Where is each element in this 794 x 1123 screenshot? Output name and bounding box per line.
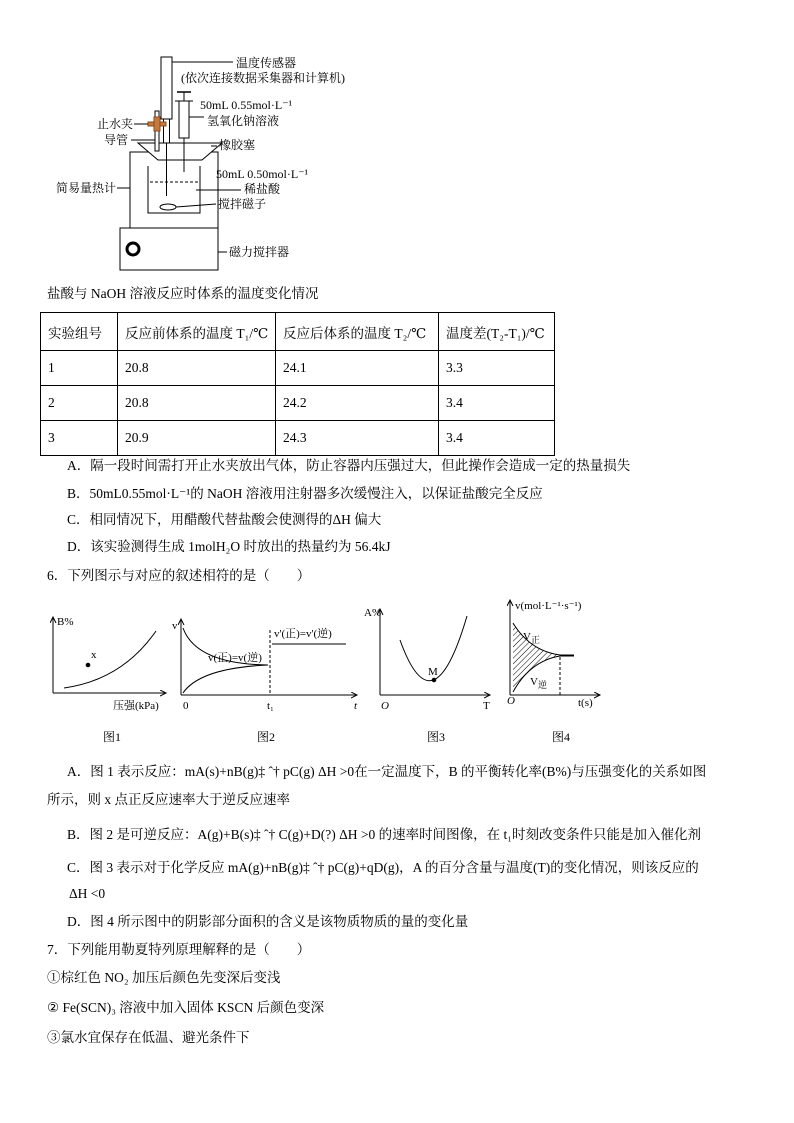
sensor-label: 温度传感器 [236, 56, 297, 70]
table-row [41, 386, 555, 421]
fig4-caption: 图4 [552, 730, 571, 744]
q6-option-a [47, 758, 772, 814]
naoh-concentration-label: 50mL 0.55mol·L⁻¹ [200, 98, 293, 112]
q6-option-b: B．图 2 是可逆反应：A(g)+B(s)‡ ˆ† C(g)+D(?) ΔH >0 的速率时间图像，在 t₁时刻改变条件只能是加入催化剂 [67, 827, 701, 842]
fig2-origin-label: 0 [183, 700, 189, 712]
fig1-point-label: x [91, 649, 97, 661]
table-cell: 1 [41, 351, 118, 386]
table-cell: 20.9 [118, 421, 276, 456]
fig4-v-reverse-subscript: 逆 [537, 680, 547, 690]
table-header-cell: 温度差(T₂-T₁)/℃ [439, 313, 555, 351]
fig2-y-label: v [172, 620, 178, 632]
table-caption: 盐酸与 NaOH 溶液反应时体系的温度变化情况 [47, 286, 319, 301]
table-cell: 24.1 [276, 351, 439, 386]
stopper-label: 橡胶塞 [219, 138, 256, 152]
fig3-point-m [432, 678, 436, 682]
fig4-v-forward-subscript: 正 [530, 635, 540, 645]
table-header-row [41, 313, 555, 351]
table-cell: 3.4 [439, 386, 555, 421]
fig3-caption: 图3 [427, 730, 446, 744]
fig2-eq-after-label: v'(正)=v'(逆) [274, 628, 332, 640]
fig2-t1-label: t₁ [267, 700, 274, 712]
q6-option-c-line-1: C．图 3 表示对于化学反应 mA(g)+nB(g)‡ ˆ† pC(g)+qD(g)，A 的百分含量与温度(T)的变化情况，则该反应的 [67, 860, 699, 875]
calorimeter-apparatus-diagram [0, 50, 380, 280]
table-header-cell: 实验组号 [41, 313, 118, 351]
fig2-reverse-curve [183, 665, 268, 693]
fig3-point-label: M [428, 666, 438, 678]
q7-stem: 7．下列能用勒夏特列原理解释的是（ ） [47, 942, 311, 957]
fig1-caption: 图1 [103, 730, 122, 744]
fig4-v-forward-label [523, 631, 540, 645]
clamp-label: 止水夹 [97, 117, 134, 131]
figure-3 [380, 609, 490, 695]
q7-item-3: ③氯水宜保存在低温、避光条件下 [47, 1030, 250, 1045]
fig1-curve [64, 631, 156, 688]
q6-option-a-line-1: A．图 1 表示反应：mA(s)+nB(g)‡ ˆ† pC(g) ΔH >0在一定温度下，B 的平衡转化率(B%)与压强变化的关系如图 [67, 764, 707, 779]
table-cell: 2 [41, 386, 118, 421]
table-row [41, 351, 555, 386]
fig2-caption: 图2 [257, 730, 276, 744]
fig2-eq-before-label: v(正)=v(逆) [208, 652, 262, 664]
q6-option-a-line-2: 所示，则 x 点正反应速率大于逆反应速率 [47, 792, 290, 807]
fig4-origin-label: O [507, 695, 515, 707]
fig4-v-reverse-symbol: V [530, 676, 538, 688]
fig4-y-label: v(mol·L⁻¹·s⁻¹) [515, 600, 582, 612]
q5-option-a: A．隔一段时间需打开止水夹放出气体，防止容器内压强过大，但此操作会造成一定的热量损失 [67, 458, 631, 473]
q7-item-2: ② Fe(SCN)₃ 溶液中加入固体 KSCN 后颜色变深 [47, 1000, 325, 1015]
naoh-solution-label: 氢氧化钠溶液 [207, 114, 280, 128]
temperature-data-table [40, 312, 555, 456]
table-cell: 20.8 [118, 386, 276, 421]
fig1-y-label: B% [57, 616, 74, 628]
q6-option-d: D．图 4 所示图中的阴影部分面积的含义是该物质物质的量的变化量 [67, 914, 469, 929]
q6-option-c-line-2: ΔH <0 [69, 886, 106, 901]
stir-bar-label: 搅拌磁子 [218, 197, 267, 211]
q6-stem: 6．下列图示与对应的叙述相符的是（ ） [47, 568, 311, 583]
hcl-label: 稀盐酸 [244, 182, 281, 196]
figure-1 [53, 617, 166, 693]
fig4-v-reverse-label [530, 676, 547, 690]
fig2-x-label: t [354, 700, 358, 712]
fig4-v-forward-symbol: V [523, 631, 531, 643]
q6-figures [0, 595, 640, 750]
table-cell: 24.2 [276, 386, 439, 421]
table-row [41, 421, 555, 456]
hcl-concentration-label: 50mL 0.50mol·L⁻¹ [216, 167, 309, 181]
q7-item-1: ①棕红色 NO₂ 加压后颜色先变深后变浅 [47, 970, 281, 985]
table-cell: 24.3 [276, 421, 439, 456]
table-cell: 20.8 [118, 351, 276, 386]
table-cell: 3.4 [439, 421, 555, 456]
table-cell: 3.3 [439, 351, 555, 386]
table-header-cell: 反应前体系的温度 T₁/℃ [118, 313, 276, 351]
q5-option-b: B．50mL0.55mol·L⁻¹的 NaOH 溶液用注射器多次缓慢注入，以保证盐酸完全反应 [67, 486, 543, 501]
stirrer-knob [127, 243, 139, 255]
table-cell: 3 [41, 421, 118, 456]
q6-option-c [47, 855, 772, 907]
fig3-y-label: A% [364, 607, 382, 619]
figure-4 [510, 600, 600, 695]
fig1-x-label: 压强(kPa) [113, 700, 159, 712]
fig1-point-x [86, 663, 90, 667]
calorimeter-label: 简易量热计 [56, 181, 117, 195]
table-header-cell: 反应后体系的温度 T₂/℃ [276, 313, 439, 351]
sensor-note: (依次连接数据采集器和计算机) [181, 71, 345, 85]
fig3-x-label: T [483, 700, 490, 712]
tube-label: 导管 [104, 133, 129, 147]
fig4-x-label: t(s) [578, 697, 593, 709]
q5-option-c: C．相同情况下，用醋酸代替盐酸会使测得的ΔH 偏大 [67, 512, 382, 527]
fig3-origin-label: O [381, 700, 389, 712]
stirrer-label: 磁力搅拌器 [229, 245, 290, 259]
q5-option-d: D．该实验测得生成 1molH₂O 时放出的热量约为 56.4kJ [67, 539, 391, 554]
